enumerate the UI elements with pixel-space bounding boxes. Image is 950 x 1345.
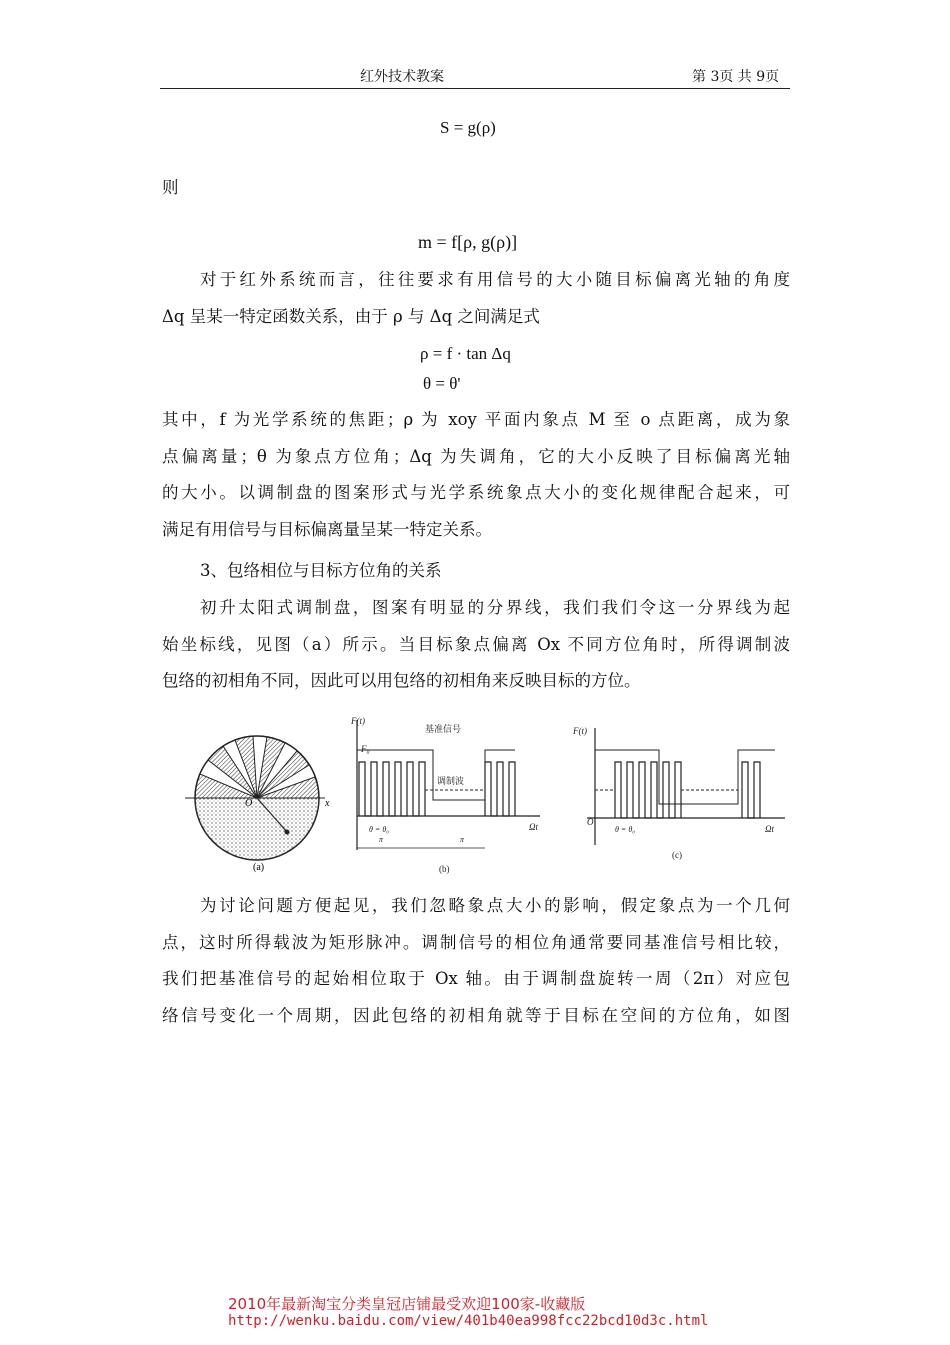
paragraph-2 [162, 402, 790, 548]
header-page-info: 第 3页 共 9页 [692, 69, 780, 85]
formula-theta: θ = θ' [423, 374, 461, 393]
pulse-train-c2 [742, 762, 760, 818]
ft-label-c: F(t) [573, 726, 587, 736]
theta-label-b: θ = θ₀ [369, 825, 390, 834]
origin-label-c: O [587, 817, 594, 827]
origin-label: O [245, 798, 253, 809]
caption-a: (a) [253, 862, 265, 873]
text-line: 则 [162, 178, 179, 197]
text-ze [162, 170, 790, 207]
waveform-b [350, 716, 540, 874]
reticle-lower-half [195, 798, 319, 860]
text-line: 初升太阳式调制盘，图案有明显的分界线，我们我们令这一分界线为起 [200, 598, 790, 617]
text-line: Δq 呈某一特定函数关系，由于 ρ 与 Δq 之间满足式 [162, 306, 540, 326]
caption-b: (b) [439, 864, 450, 874]
pulse-train-b1 [359, 762, 425, 816]
caption-c: (c) [672, 850, 682, 860]
text-line: 对于红外系统而言，往往要求有用信号的大小随目标偏离光轴的角度 [200, 270, 790, 289]
footer-url-link[interactable]: http://wenku.baidu.com/view/401b40ea998fcc22bcd10d3c.html [228, 1313, 709, 1329]
waveform-c [572, 726, 785, 860]
formula-m-eq-f: m = f[ρ, g(ρ)] [418, 232, 518, 252]
ft-label-b: F(t) [351, 716, 365, 726]
header-title: 红外技术教案 [360, 69, 444, 85]
pi-label-b1: π [379, 835, 384, 844]
theta-label-c: θ = θ₀ [615, 825, 636, 834]
figure-reticle-waveforms [175, 710, 795, 880]
text-line: 点偏离量；θ 为象点方位角；Δq 为失调角，它的大小反映了目标偏离光轴 [162, 446, 790, 466]
modulated-wave-label: 调制波 [437, 777, 465, 787]
text-line: 包络的初相角不同，因此可以用包络的初相角来反映目标的方位。 [162, 671, 641, 690]
omega-t-label-b: Ωt [529, 822, 539, 832]
section-3-heading [162, 553, 790, 590]
pi-label-b2: π [460, 835, 465, 844]
pulse-train-c1 [615, 762, 681, 818]
text-line: 络信号变化一个周期，因此包络的初相角就等于目标在空间的方位角，如图 [162, 1005, 790, 1025]
f0-label: F₀ [361, 744, 370, 754]
section-heading: 3、包络相位与目标方位角的关系 [200, 561, 442, 580]
text-line: 的大小。以调制盘的图案形式与光学系统象点大小的变化规律配合起来，可 [162, 483, 790, 502]
text-line: 我们把基准信号的起始相位取于 Ox 轴。由于调制盘旋转一周（2π）对应包 [162, 969, 790, 988]
text-line: 为讨论问题方便起见，我们忽略象点大小的影响，假定象点为一个几何 [200, 896, 790, 915]
x-label: x [325, 798, 330, 809]
omega-t-label-c: Ωt [765, 824, 775, 834]
reference-signal-label: 基准信号 [425, 725, 462, 735]
image-point [285, 830, 290, 835]
pulse-train-b2 [485, 762, 515, 816]
header-rule [160, 88, 790, 89]
text-line: 始坐标线，见图（a）所示。当目标象点偏离 Ox 不同方位角时，所得调制波 [162, 634, 790, 654]
formula-s-eq-g: S = g(ρ) [440, 118, 496, 137]
paragraph-1 [162, 262, 790, 335]
paragraph-4 [162, 888, 790, 1034]
reticle-disk-a [185, 736, 330, 873]
paragraph-3 [162, 590, 790, 700]
text-line: 点，这时所得载波为矩形脉冲。调制信号的相位角通常要同基准信号相比较， [162, 932, 790, 952]
footer-promo-text: 2010年最新淘宝分类皇冠店铺最受欢迎100家-收藏版 [228, 1295, 586, 1313]
text-line: 满足有用信号与目标偏离量呈某一特定关系。 [162, 519, 492, 539]
text-line: 其中，f 为光学系统的焦距；ρ 为 xoy 平面内象点 M 至 o 点距离，成为象 [162, 410, 790, 429]
formula-rho: ρ = f · tan Δq [420, 344, 511, 363]
